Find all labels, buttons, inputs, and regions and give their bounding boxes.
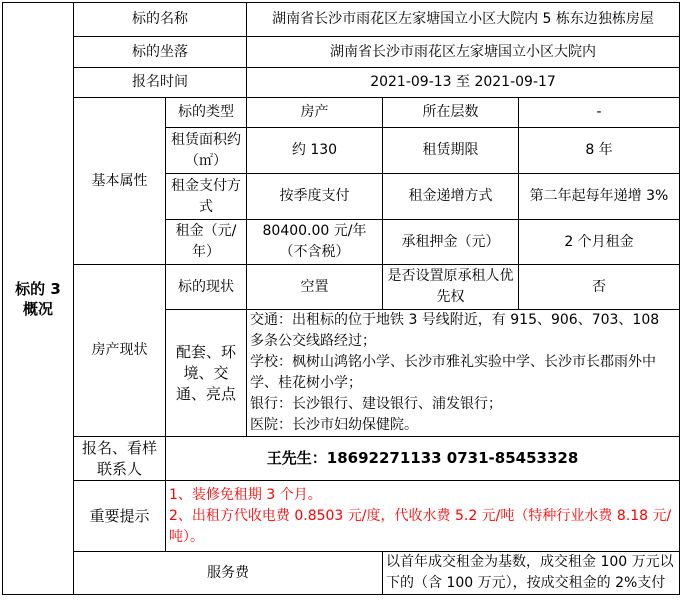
payment-value: 按季度支付: [247, 174, 383, 220]
area-label: 租赁面积约（㎡）: [166, 128, 247, 174]
increase-label: 租金递增方式: [383, 174, 519, 220]
facilities-line: 交通：出租标的位于地铁 3 号线附近，有 915、906、703、108 多条公交线路经过；: [250, 312, 660, 349]
floor-value: -: [519, 98, 680, 128]
priority-value: 否: [519, 265, 680, 310]
current-label: 标的现状: [166, 265, 247, 310]
auction-info-table: [2, 2, 680, 595]
floor-label: 所在层数: [383, 98, 519, 128]
notes-label: 重要提示: [74, 481, 166, 552]
registration-value: 2021-09-13 至 2021-09-17: [247, 68, 680, 98]
section-label: 标的 3 概况: [3, 3, 74, 595]
term-value: 8 年: [519, 128, 680, 174]
contact-value: 王先生：18692271133 0731-85453328: [166, 437, 680, 481]
status-label: 房产现状: [74, 265, 166, 437]
name-label: 标的名称: [74, 3, 247, 37]
area-value: 约 130: [247, 128, 383, 174]
type-value: 房产: [247, 98, 383, 128]
note-line: 2、出租方代收电费 0.8503 元/度，代收水费 5.2 元/吨（特种行业水费 8.18 元/吨）。: [169, 507, 672, 545]
payment-label: 租金支付方式: [166, 174, 247, 220]
location-value: 湖南省长沙市雨花区左家塘国立小区大院内: [247, 37, 680, 68]
current-value: 空置: [247, 265, 383, 310]
location-label: 标的坐落: [74, 37, 247, 68]
notes-list: [166, 481, 680, 552]
service-fee-value: 以首年成交租金为基数，成交租金 100 万元以下的（含 100 万元），按成交租金的 2%支付: [383, 552, 680, 595]
rent-label: 租金（元/年）: [166, 220, 247, 265]
deposit-label: 承租押金（元）: [383, 220, 519, 265]
priority-label: 是否设置原承租人优先权: [383, 265, 519, 310]
rent-value: 80400.00 元/年（不含税）: [247, 220, 383, 265]
basic-label: 基本属性: [74, 98, 166, 265]
facilities-line: 银行：长沙银行、建设银行、浦发银行；: [250, 396, 502, 412]
type-label: 标的类型: [166, 98, 247, 128]
facilities-label: 配套、环境、交通、亮点: [166, 310, 247, 437]
term-label: 租赁期限: [383, 128, 519, 174]
note-line: 1、装修免租期 3 个月。: [169, 486, 322, 503]
facilities-list: [247, 310, 680, 437]
facilities-line: 学校：枫树山鸿铭小学、长沙市雅礼实验中学、长沙市长郡雨外中学、桂花树小学；: [250, 354, 656, 391]
increase-value: 第二年起每年递增 3%: [519, 174, 680, 220]
deposit-value: 2 个月租金: [519, 220, 680, 265]
registration-label: 报名时间: [74, 68, 247, 98]
facilities-line: 医院：长沙市妇幼保健院。: [250, 417, 418, 433]
contact-label: 报名、看样联系人: [74, 437, 166, 481]
name-value: 湖南省长沙市雨花区左家塘国立小区大院内 5 栋东边独栋房屋: [247, 3, 680, 37]
service-fee-label: 服务费: [74, 552, 383, 595]
